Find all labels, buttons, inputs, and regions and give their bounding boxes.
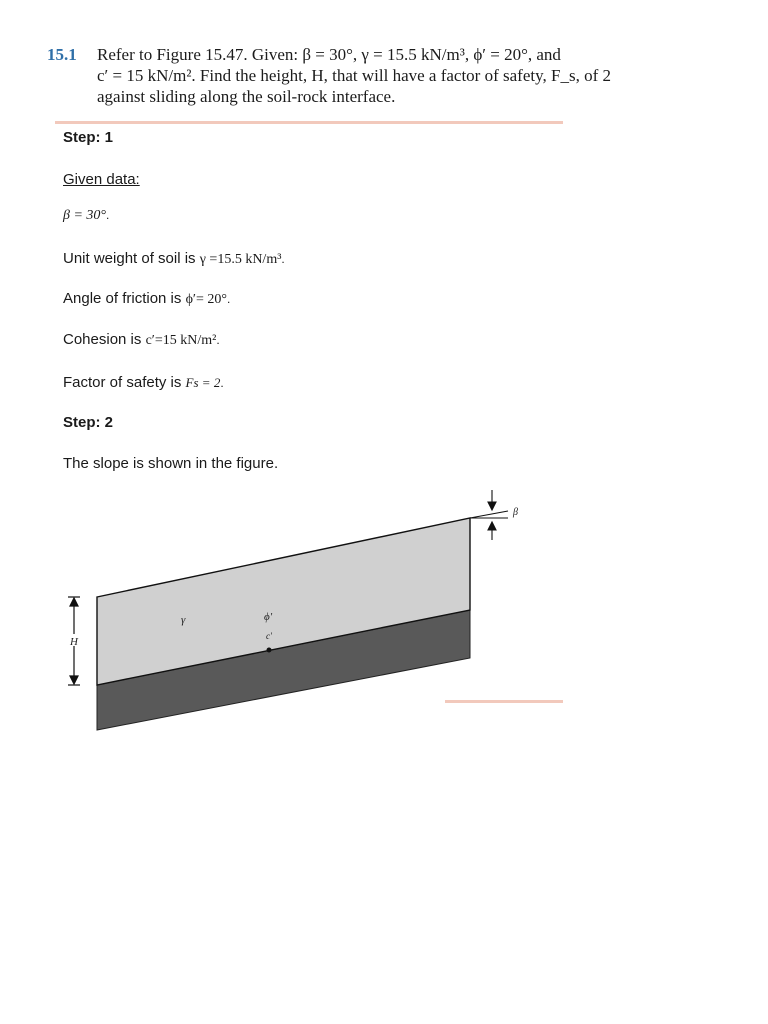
gamma-label: γ	[181, 614, 186, 626]
safety-line: Factor of safety is Fs = 2.	[63, 374, 224, 391]
beta-line: β = 30°.	[63, 208, 110, 223]
unit-weight-expression: γ =15.5 kN/m³	[199, 252, 282, 267]
cohesion-expression: c′=15 kN/m²	[145, 333, 217, 348]
safety-expression: Fs = 2	[185, 375, 221, 390]
step-1-label: Step: 1	[63, 129, 114, 146]
beta-angle-marker	[470, 490, 508, 540]
unit-weight-line: Unit weight of soil is γ =15.5 kN/m³.	[63, 250, 285, 267]
bottom-divider	[445, 700, 563, 703]
beta-expression: β = 30°	[63, 208, 107, 223]
c-label: c′	[266, 631, 272, 641]
top-divider	[55, 121, 563, 124]
problem-number: 15.1	[47, 45, 77, 64]
problem-line-2: c′ = 15 kN/m². Find the height, H, that will have a factor of safety, F_s, of 2	[97, 66, 611, 85]
H-label: H	[70, 636, 78, 648]
beta-label: β	[513, 507, 518, 518]
problem-line-1: Refer to Figure 15.47. Given: β = 30°, γ = 15.5 kN/m³, ϕ′ = 20°, and	[97, 45, 561, 64]
friction-expression: ϕ′= 20°	[185, 292, 227, 307]
cohesion-line: Cohesion is c′=15 kN/m².	[63, 331, 220, 348]
given-data-title: Given data:	[63, 171, 140, 188]
safety-label: Factor of safety is	[63, 374, 182, 391]
phi-label: ϕ′	[264, 611, 273, 623]
step-2-text: The slope is shown in the figure.	[63, 455, 279, 472]
step-2-label: Step: 2	[63, 414, 114, 431]
problem-statement	[47, 44, 707, 107]
interface-point	[267, 648, 272, 653]
problem-line-3: against sliding along the soil-rock interface.	[97, 87, 396, 106]
cohesion-label: Cohesion is	[63, 331, 142, 348]
friction-label: Angle of friction is	[63, 290, 182, 307]
unit-weight-label: Unit weight of soil is	[63, 250, 196, 267]
friction-line: Angle of friction is ϕ′= 20°.	[63, 290, 231, 307]
